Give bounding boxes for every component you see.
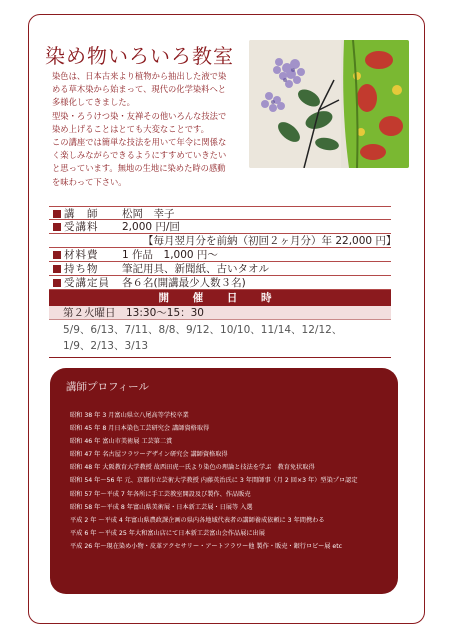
intro-line: と思っています。無地の生地に染めた時の感動 <box>52 163 226 174</box>
capacity-row <box>49 276 391 290</box>
belongings-row <box>49 262 391 276</box>
intro-line: 染め上げることはとても大変なことです。 <box>52 123 209 134</box>
profile-item: 昭和 45 年 8 月日本染色工芸研究会 講師資格取得 <box>70 425 210 433</box>
bullet-square-icon <box>53 223 61 231</box>
intro-line: を味わって下さい。 <box>52 176 127 187</box>
materials-row <box>49 248 391 262</box>
instructor-profile <box>50 368 398 594</box>
capacity-label: 受講定員 <box>64 277 110 289</box>
fee-row <box>49 220 391 234</box>
intro-line: 型染・ろうけつ染・友禅その他いろんな技法で <box>52 110 227 121</box>
schedule-dates-line: 5/9、6/13、7/11、8/8、9/12、10/10、11/14、12/12、 <box>63 324 343 336</box>
intro-line: 染色は、日本古来より植物から抽出した液で染 <box>52 71 227 81</box>
bullet-square-icon <box>53 279 61 287</box>
profile-item: 昭和 38 年 3 月富山県立八尾高等学校卒業 <box>70 412 189 419</box>
profile-item: 昭和 48 年 大阪教育大学教授 故西田虎一氏より染色の理論と技法を学ぶ 教育免状取得 <box>70 464 315 472</box>
profile-item: 昭和 58 年〜平成 8 年富山県美術展・日本新工芸展・日展等 入選 <box>70 503 253 511</box>
profile-item: 平成 26 年〜現在染め小物・皮革アクセサリー・アートフラワー他 製作・販売・銀行ロビー展 etc <box>70 542 343 550</box>
bullet-square-icon <box>53 265 61 273</box>
belongings-label: 持ち物 <box>64 263 99 275</box>
intro-line: く楽しみながらできるようにすすめていきたい <box>52 150 227 161</box>
fee-note: 【毎月翌月分を前納（初回２ヶ月分）年 22,000 円】 <box>143 235 397 247</box>
schedule-day: 第２火曜日 13:30〜15：30 <box>49 306 391 320</box>
materials-label: 材料費 <box>64 249 99 261</box>
profile-title: 講師プロフィール <box>66 381 149 393</box>
dyed-fabric-photo <box>249 40 409 168</box>
schedule-dates <box>49 320 391 358</box>
instructor-value: 松岡 幸子 <box>122 208 175 220</box>
schedule-header: 開 催 日 時 <box>49 290 391 306</box>
fee-value: 2,000 円/回 <box>122 221 180 233</box>
intro-line: この講座では簡単な技法を用いて年令に関係な <box>52 137 227 148</box>
instructor-row <box>49 206 391 220</box>
profile-item: 昭和 54 年〜56 年 元、京都市立芸術大学教授 内藤英治氏に 3 年間師事（月 2 回×3 年）型染プロ認定 <box>70 477 358 485</box>
profile-item: 昭和 47 年 名古屋フラワーデザイン研究会 講師資格取得 <box>70 451 228 459</box>
page-title: 染め物いろいろ教室 <box>45 44 234 68</box>
bullet-square-icon <box>53 210 61 218</box>
profile-item: 昭和 57 年〜平成 7 年各所に手工芸教室開設及び製作、作品販売 <box>70 490 251 498</box>
bullet-square-icon <box>53 251 61 259</box>
schedule-dates-line: 1/9、2/13、3/13 <box>63 340 149 352</box>
intro-line: める草木染から始まって、現代の化学染料へと <box>52 84 227 95</box>
capacity-value: 各６名(開講最少人数３名) <box>122 277 246 289</box>
intro-line: 多様化してきました。 <box>52 97 135 108</box>
fee-label: 受講料 <box>64 221 99 233</box>
intro-text <box>52 70 250 189</box>
fee-note-row <box>49 234 397 248</box>
instructor-label: 講 師 <box>64 208 99 220</box>
belongings-value: 筆記用具、新聞紙、古いタオル <box>122 263 269 275</box>
profile-item: 平成 2 年 〜平成 4 年富山県農政課企画の県内各地域代表者の講師養成依頼に 3 年間携わる <box>70 516 325 524</box>
course-info <box>49 206 397 358</box>
profile-item: 平成 6 年 〜平成 25 年大和富山店にて日本新工芸富山会作品展に出展 <box>70 529 265 537</box>
profile-list <box>70 409 392 553</box>
materials-value: 1 作品 1,000 円〜 <box>122 249 218 261</box>
profile-item: 昭和 46 年 富山市美術展 工芸第二賞 <box>70 438 173 446</box>
